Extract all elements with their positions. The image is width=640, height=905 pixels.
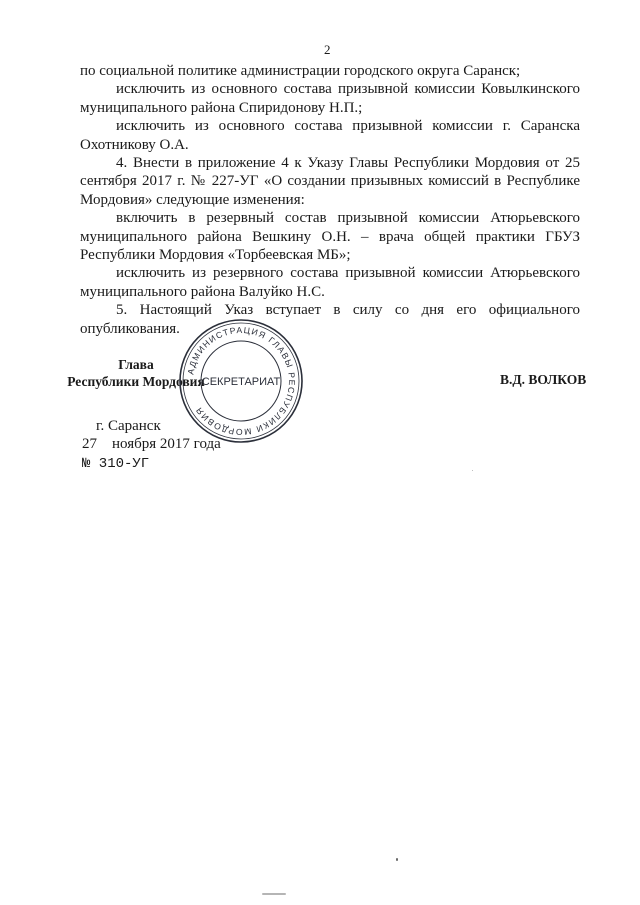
paragraph: исключить из основного состава призывной комиссии Ковылкинского муниципального района Спиридонову Н.П.;	[80, 81, 580, 116]
signatory-title-line: Республики Мордовия	[67, 374, 205, 389]
signatory-name: В.Д. ВОЛКОВ	[500, 372, 587, 387]
issue-date: 27 ноября 2017 года	[82, 436, 221, 452]
page-number: 2	[324, 42, 331, 57]
decree-body	[80, 62, 580, 338]
seal-ring-text: АДМИНИСТРАЦИЯ ГЛАВЫ РЕСПУБЛИКИ МОРДОВИЯ	[185, 324, 298, 438]
paragraph: исключить из основного состава призывной комиссии г. Саранска Охотникову О.А.	[80, 118, 580, 153]
paragraph: 4. Внести в приложение 4 к Указу Главы Республики Мордовия от 25 сентября 2017 г. № 227-УГ «О создании призывных комиссий в Республике Мордовия» следующие изменения:	[80, 155, 580, 208]
paragraph: включить в резервный состав призывной комиссии Атюрьевского муниципального района Вешкину О.Н. – врача общей практики ГБУЗ Республики Мордовия «Торбеевская МБ»;	[80, 210, 580, 264]
decree-number: № 310-УГ	[82, 456, 150, 472]
scan-speck	[396, 858, 398, 861]
paragraph: по социальной политике администрации городского округа Саранск;	[80, 63, 521, 79]
paragraph: 5. Настоящий Указ вступает в силу со дня его официального опубликования.	[80, 302, 580, 337]
signatory-title-line: Глава	[118, 357, 154, 372]
issue-place: г. Саранск	[96, 418, 161, 434]
seal-center-text: СЕКРЕТАРИАТ	[201, 376, 281, 388]
scan-speck	[262, 893, 286, 895]
official-seal	[178, 318, 304, 444]
scan-speck	[472, 470, 473, 471]
paragraph: исключить из резервного состава призывной комиссии Атюрьевского муниципального района Валуйко Н.С.	[80, 265, 580, 300]
